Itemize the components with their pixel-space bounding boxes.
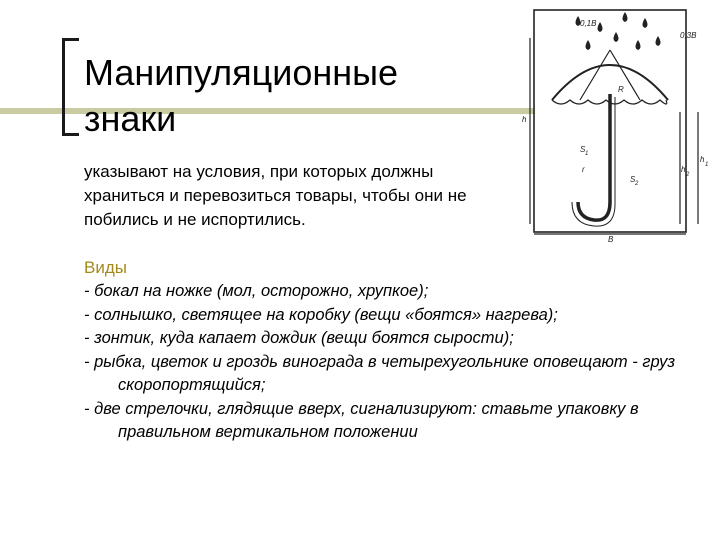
svg-text:B: B: [608, 235, 614, 244]
title-bracket: [62, 38, 79, 136]
svg-text:h: h: [700, 155, 705, 164]
svg-text:r: r: [582, 165, 585, 174]
svg-text:2: 2: [686, 172, 690, 178]
svg-text:0,1B: 0,1B: [580, 19, 597, 28]
list-item: - рыбка, цветок и гроздь винограда в четырехугольнике оповещают - груз скоропортящийся;: [84, 352, 676, 394]
list-item: - бокал на ножке (мол, осторожно, хрупкое);: [84, 282, 429, 300]
list-item: - зонтик, куда капает дождик (вещи боятся сырости);: [84, 329, 514, 347]
umbrella-icon: [520, 2, 720, 247]
list-item: - солнышко, светящее на коробку (вещи «боятся» нагрева);: [84, 305, 558, 324]
svg-text:1: 1: [705, 162, 709, 168]
svg-text:S: S: [630, 175, 636, 184]
svg-text:0,3B: 0,3B: [680, 31, 697, 40]
kinds-heading: Виды: [84, 258, 127, 277]
svg-text:S: S: [580, 145, 586, 154]
svg-text:h: h: [681, 165, 686, 174]
svg-text:h: h: [522, 115, 527, 124]
kinds-list: [84, 280, 684, 445]
raindrop-icon: [576, 12, 661, 50]
list-item: - две стрелочки, глядящие вверх, сигнализируют: ставьте упаковку в правильном вертикальном положении: [84, 399, 639, 441]
intro-text: указывают на условия, при которых должны храниться и перевозиться товары, чтобы они не побились и не испортились.: [84, 162, 467, 229]
slide-title: Манипуляционные знаки: [84, 52, 399, 140]
svg-text:1: 1: [585, 151, 589, 157]
svg-text:R: R: [618, 85, 624, 94]
svg-text:2: 2: [635, 181, 639, 187]
